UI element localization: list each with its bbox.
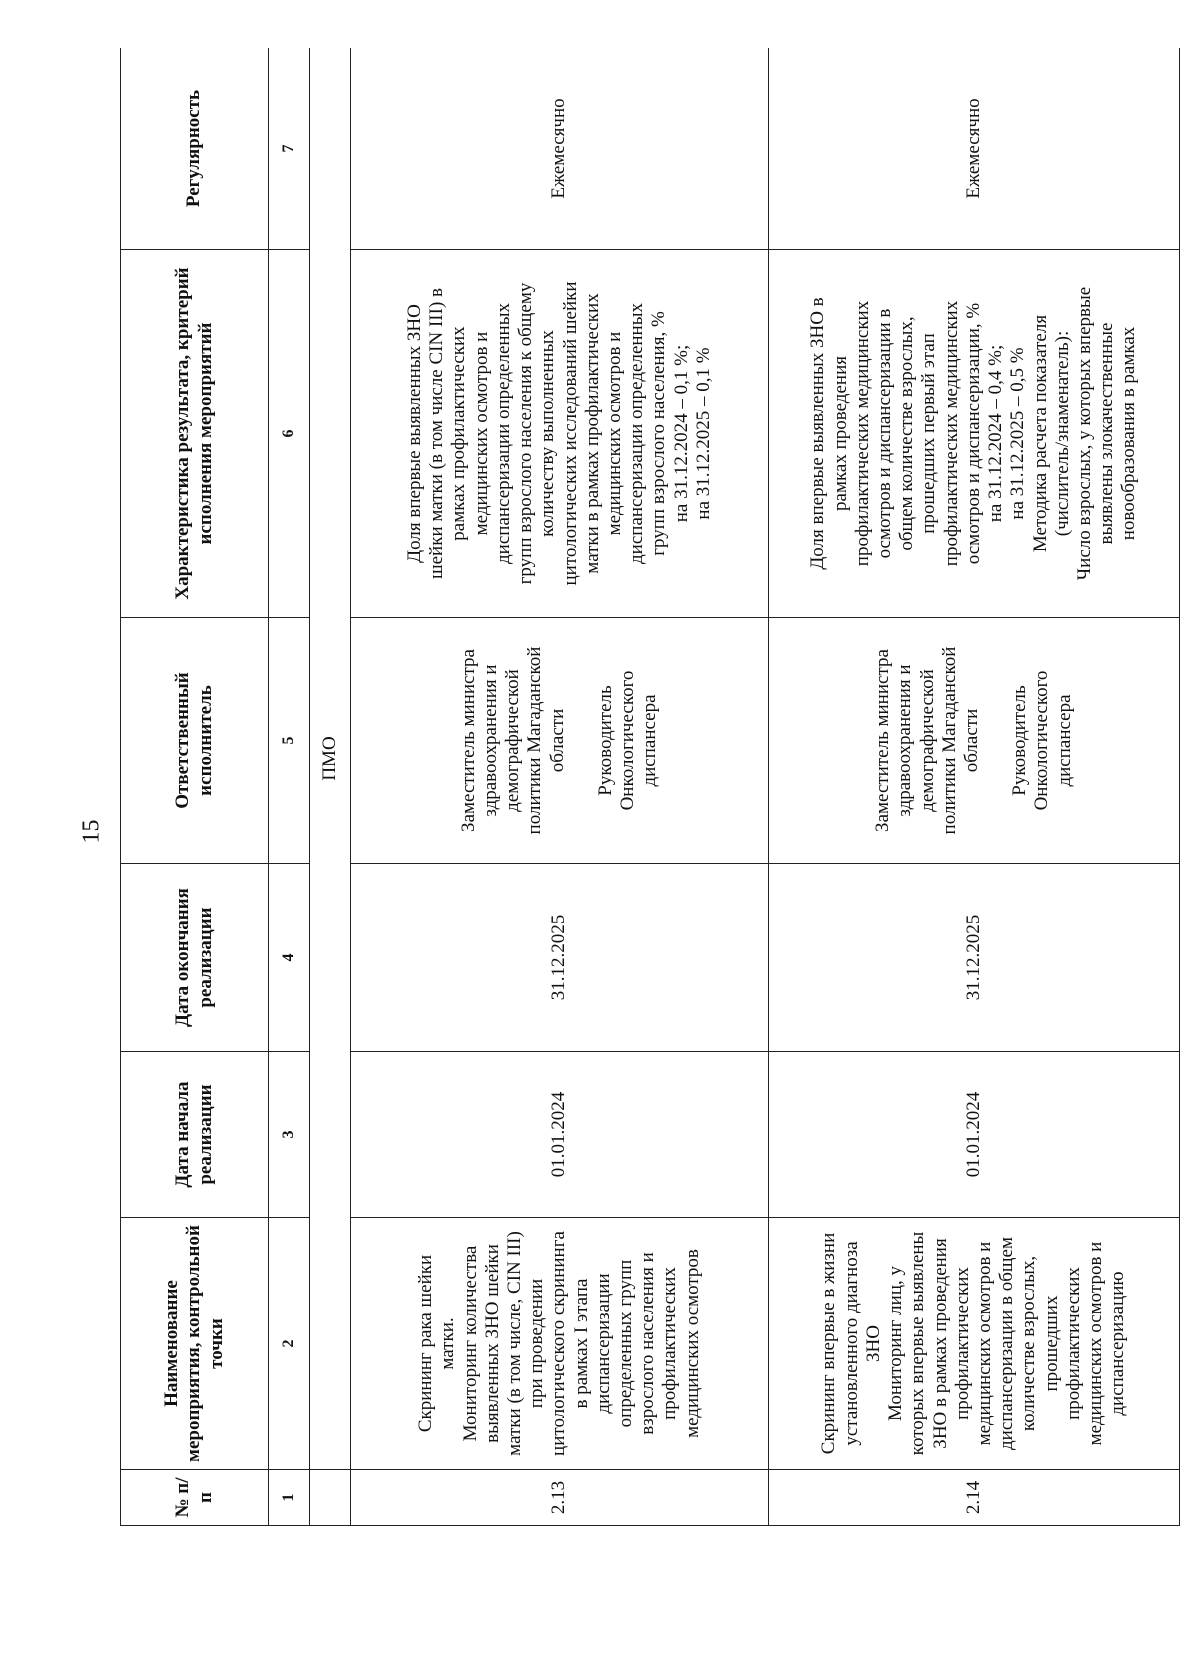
header-number: № п/п — [121, 1470, 269, 1526]
end-date: 31.12.2025 — [769, 864, 1180, 1052]
column-number: 5 — [269, 618, 310, 864]
row-number: 2.14 — [769, 1470, 1180, 1526]
section-title: ПМО — [310, 48, 351, 1470]
result-characteristic: Доля впервые выявленных ЗНО в рамках проведения профилактических медицинских осмотров и диспансеризации в общем количестве взрослых, прошедших первый этап профилактических медицинских осмотров и диспансеризации, % на 31.12.2024 – 0,4 %; на 31.12.2025 – 0,5 % Методика расчета показателя (числитель/знаменатель): Число взрослых, у которых впервые выявлены злокачественные новообразования в рамках — [769, 250, 1180, 618]
column-number: 3 — [269, 1052, 310, 1218]
column-number: 6 — [269, 250, 310, 618]
row-number: 2.13 — [351, 1470, 769, 1526]
table-row — [769, 48, 1180, 1526]
start-date: 01.01.2024 — [351, 1052, 769, 1218]
events-table — [120, 48, 1180, 1526]
header-name: Наименование мероприятия, контрольной точки — [121, 1218, 269, 1470]
section-spacer — [310, 1470, 351, 1526]
responsible: Заместитель министра здравоохранения и демографической политики Магаданской области Руководитель Онкологического диспансера — [769, 618, 1180, 864]
header-end-date: Дата окончания реализации — [121, 864, 269, 1052]
regularity: Ежемесячно — [351, 48, 769, 250]
event-name: Скрининг впервые в жизни установленного диагноза ЗНО Мониторинг лиц, у которых впервые выявлены ЗНО в рамках проведения профилактических медицинских осмотров и диспансеризации в общем количестве взрослых, прошедших профилактических медицинских осмотров и диспансеризацию — [769, 1218, 1180, 1470]
column-number: 2 — [269, 1218, 310, 1470]
header-characteristic: Характеристика результата, критерий исполнения мероприятий — [121, 250, 269, 618]
end-date: 31.12.2025 — [351, 864, 769, 1052]
header-regularity: Регулярность — [121, 48, 269, 250]
start-date: 01.01.2024 — [769, 1052, 1180, 1218]
column-number: 7 — [269, 48, 310, 250]
regularity: Ежемесячно — [769, 48, 1180, 250]
landscape-table-container — [120, 48, 1180, 1526]
column-number: 4 — [269, 864, 310, 1052]
section-row — [310, 48, 351, 1526]
event-name: Скрининг рака шейки матки. Мониторинг количества выявленных ЗНО шейки матки (в том числе, CIN III) при проведении цитологического скрининга в рамках I этапа диспансеризации определенных групп взрослого населения и профилактических медицинских осмотров — [351, 1218, 769, 1470]
column-number-row — [269, 48, 310, 1526]
responsible: Заместитель министра здравоохранения и демографической политики Магаданской области Руководитель Онкологического диспансера — [351, 618, 769, 864]
header-responsible: Ответственный исполнитель — [121, 618, 269, 864]
table-row — [351, 48, 769, 1526]
table-viewport — [120, 48, 1180, 1526]
header-start-date: Дата начала реализации — [121, 1052, 269, 1218]
column-number: 1 — [269, 1470, 310, 1526]
header-row — [121, 48, 269, 1526]
page-number: 15 — [78, 819, 105, 844]
result-characteristic: Доля впервые выявленных ЗНО шейки матки (в том числе CIN III) в рамках профилактических медицинских осмотров и диспансеризации определенных групп взрослого населения к общему количеству выполненных цитологических исследований шейки матки в рамках профилактических медицинских осмотров и диспансеризации определенных групп взрослого населения, % на 31.12.2024 – 0,1 %; на 31.12.2025 – 0,1 % — [351, 250, 769, 618]
